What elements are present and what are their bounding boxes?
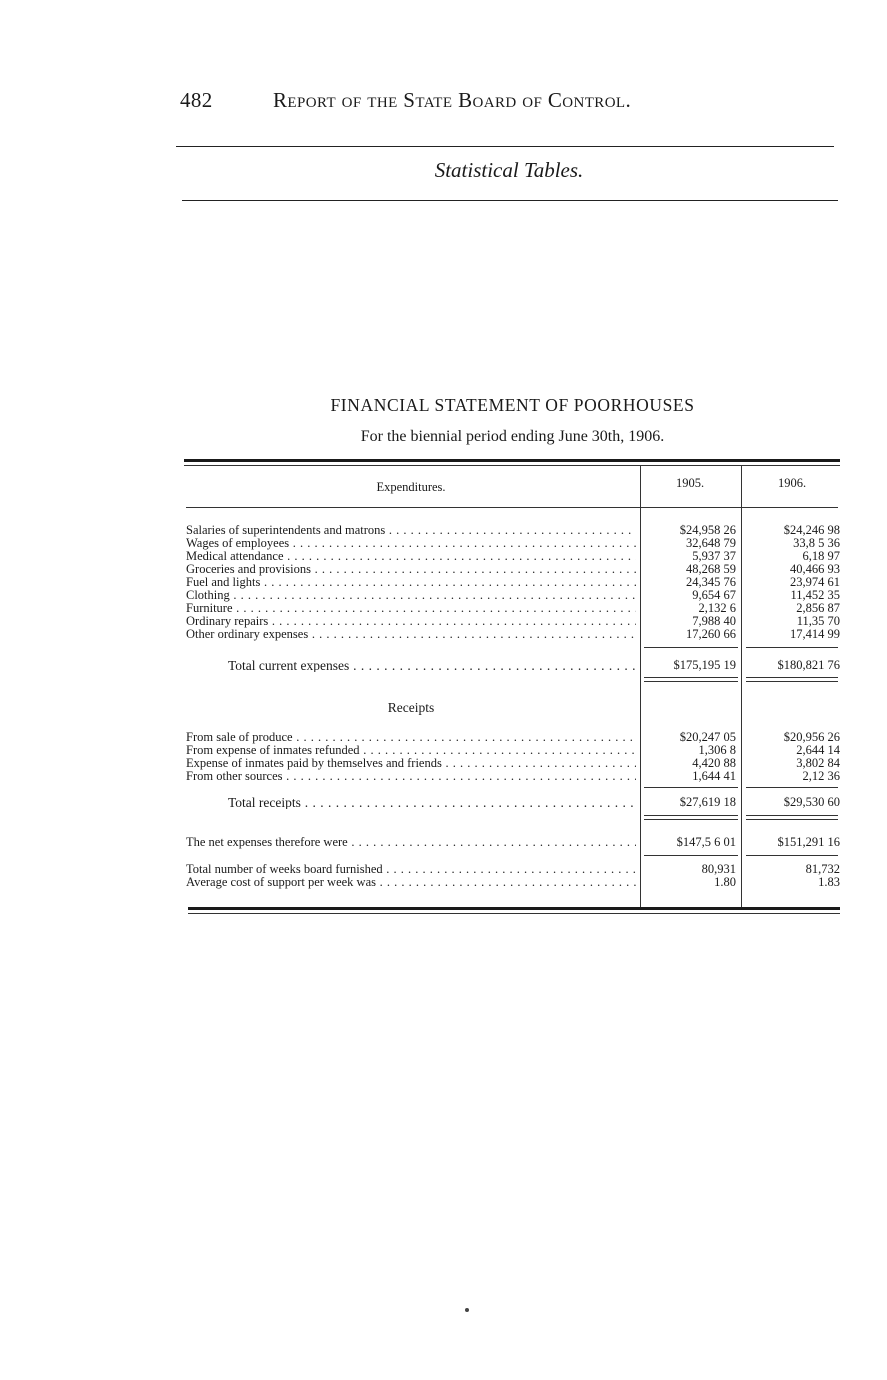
- value-1905: $175,195 19: [673, 658, 736, 672]
- value-1905: 32,648 79: [686, 536, 736, 550]
- value-1905: 7,988 40: [692, 614, 736, 628]
- row-label: Total number of weeks board furnished . . .: [186, 863, 636, 876]
- value-1905: 2,132 6: [698, 601, 736, 615]
- row-label: Salaries of superintendents and matrons . . .: [186, 524, 636, 537]
- running-title: Report of the State Board of Control.: [273, 88, 632, 112]
- page-number: 482: [180, 88, 213, 112]
- net-rule: [746, 855, 838, 856]
- total-rule: [746, 677, 838, 678]
- value-1906: 23,974 61: [790, 575, 840, 589]
- value-1905: $147,5 6 01: [676, 835, 736, 849]
- table-bottom-rule: [188, 907, 840, 910]
- total-rule: [644, 815, 738, 816]
- value-1906: 1.83: [818, 875, 840, 889]
- value-1905: 17,260 66: [686, 627, 736, 641]
- value-1905: 5,937 37: [692, 549, 736, 563]
- row-label: Total current expenses . . .: [186, 659, 636, 672]
- net-rule: [644, 855, 738, 856]
- table-top-rule: [184, 459, 840, 462]
- value-1905: 1,306 8: [698, 743, 736, 757]
- value-1906: 3,802 84: [796, 756, 840, 770]
- value-1906: $24,246 98: [783, 523, 840, 537]
- total-rule: [746, 681, 838, 682]
- header-rule: [176, 146, 834, 147]
- column-header-1905: 1905.: [675, 476, 705, 490]
- row-label: Expense of inmates paid by themselves and friends . . .: [186, 757, 636, 770]
- row-label: Wages of employees . . .: [186, 537, 636, 550]
- subtotal-rule: [644, 647, 738, 648]
- section-rule: [182, 200, 838, 201]
- total-rule: [746, 815, 838, 816]
- value-1906: 81,732: [805, 862, 840, 876]
- row-label: Other ordinary expenses . . .: [186, 628, 636, 641]
- table-bottom-rule-thin: [188, 913, 840, 914]
- row-label: Groceries and provisions . . .: [186, 563, 636, 576]
- value-1906: 2,12 36: [802, 769, 840, 783]
- total-rule: [644, 681, 738, 682]
- total-rule: [644, 677, 738, 678]
- value-1906: 11,35 70: [796, 614, 840, 628]
- row-label: From sale of produce . . .: [186, 731, 636, 744]
- row-label: The net expenses therefore were . . .: [186, 836, 636, 849]
- value-1905: $24,958 26: [679, 523, 736, 537]
- value-1906: $29,530 60: [783, 795, 840, 809]
- row-label: Ordinary repairs . . .: [186, 615, 636, 628]
- value-1906: $151,291 16: [777, 835, 840, 849]
- subtotal-rule: [644, 787, 738, 788]
- table-subtitle: For the biennial period ending June 30th, 1906.: [360, 428, 665, 445]
- value-1905: 4,420 88: [692, 756, 736, 770]
- value-1905: 80,931: [701, 862, 736, 876]
- value-1906: $20,956 26: [783, 730, 840, 744]
- print-speck: [465, 1308, 469, 1312]
- row-label: Total receipts . . .: [186, 796, 636, 809]
- subtotal-rule: [746, 787, 838, 788]
- value-1905: 48,268 59: [686, 562, 736, 576]
- value-1906: 2,856 87: [796, 601, 840, 615]
- value-1906: 33,8 5 36: [793, 536, 840, 550]
- row-label: From other sources . . .: [186, 770, 636, 783]
- total-rule: [746, 819, 838, 820]
- value-1906: $180,821 76: [777, 658, 840, 672]
- value-1905: 9,654 67: [692, 588, 736, 602]
- column-header-expenditures: Expenditures.: [376, 480, 446, 494]
- row-label: Fuel and lights . . .: [186, 576, 636, 589]
- column-divider-1905: [640, 466, 641, 910]
- receipts-heading: Receipts: [387, 700, 435, 715]
- value-1905: 1,644 41: [692, 769, 736, 783]
- header-bottom-rule: [186, 507, 838, 508]
- value-1905: 1.80: [714, 875, 736, 889]
- section-heading: Statistical Tables.: [434, 158, 584, 182]
- column-divider-1906: [741, 466, 742, 910]
- value-1906: 40,466 93: [790, 562, 840, 576]
- table-title: FINANCIAL STATEMENT OF POORHOUSES: [330, 395, 695, 415]
- value-1905: 24,345 76: [686, 575, 736, 589]
- value-1905: $27,619 18: [679, 795, 736, 809]
- row-label: Medical attendance . . .: [186, 550, 636, 563]
- subtotal-rule: [746, 647, 838, 648]
- value-1906: 6,18 97: [802, 549, 840, 563]
- value-1906: 2,644 14: [796, 743, 840, 757]
- row-label: Furniture . . .: [186, 602, 636, 615]
- row-label: Average cost of support per week was . . .: [186, 876, 636, 889]
- row-label: From expense of inmates refunded . . .: [186, 744, 636, 757]
- value-1906: 11,452 35: [790, 588, 840, 602]
- column-header-1906: 1906.: [777, 476, 807, 490]
- row-label: Clothing . . .: [186, 589, 636, 602]
- value-1905: $20,247 05: [679, 730, 736, 744]
- total-rule: [644, 819, 738, 820]
- value-1906: 17,414 99: [790, 627, 840, 641]
